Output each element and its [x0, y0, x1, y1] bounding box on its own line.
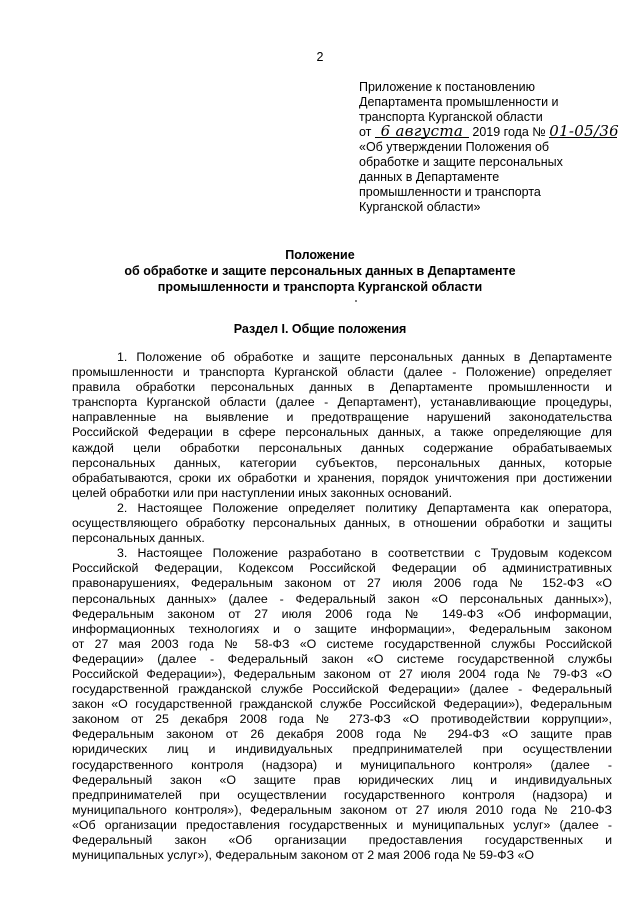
body-line: 2. Настоящее Положение определяет политику Департамента как оператора, — [117, 500, 612, 515]
body-line: транспорта Курганской области (далее - Департамент), устанавливающие процедуры, — [72, 395, 612, 410]
body-line: правонарушениях, Федеральным законом от 27 июля 2006 года № 152-ФЗ «О — [72, 576, 612, 591]
body-line: 3. Настоящее Положение разработано в соответствии с Трудовым кодексом — [117, 546, 612, 561]
body-line: «Об организации предоставления государственных и муниципальных услуг» (далее - — [72, 817, 612, 832]
annex-block — [359, 80, 619, 215]
body-line: Российской Федерации, Кодексом Российской Федерации об административных — [72, 561, 612, 576]
handwritten-date: 6 августа — [375, 125, 469, 138]
annex-from-prefix: от — [359, 125, 372, 139]
heading-subtitle-line: об обработке и защите персональных данных в Департаменте — [124, 264, 516, 278]
annex-subject-line: обработке и защите персональных — [359, 155, 563, 169]
body-line: Российской Федерации в сфере персональных данных, а также определяющие для — [72, 425, 612, 440]
body-line: направленные на выявление и предотвращение нарушений законодательства — [72, 410, 612, 425]
heading-title: Положение — [285, 248, 355, 262]
body-line: предпринимателей при осуществлении государственного контроля (надзора) и — [72, 787, 612, 802]
body-line: целей обработки или при наступлении иных законных оснований. — [72, 485, 453, 500]
body-line: промышленности и транспорта Курганской области (далее - Положение) определяет — [72, 365, 612, 380]
annex-date-line — [359, 122, 620, 140]
scan-speck — [355, 300, 357, 302]
body-line: Федеральным законом от 27 июля 2006 года № 149-ФЗ «Об информации, — [72, 606, 612, 621]
body-line: законом от 25 декабря 2008 года № 273-ФЗ «О противодействии коррупции», — [72, 712, 612, 727]
body-text — [72, 350, 612, 863]
annex-subject-line: «Об утверждении Положения об — [359, 140, 550, 154]
document-heading — [0, 247, 640, 295]
body-line: каждой цели обработки персональных данных содержание обрабатываемых — [72, 440, 612, 455]
body-line: государственного контроля (надзора) и муниципального контроля» (далее - — [72, 757, 612, 772]
body-line: Федерации» (далее - Федеральный закон «О системе государственной службы — [72, 651, 612, 666]
body-line: государственной гражданской службе Российской Федерации» (далее - Федеральный — [72, 682, 612, 697]
section-title: Раздел I. Общие положения — [233, 322, 407, 336]
body-line: Федеральный закон «Об организации предоставления государственных и — [72, 833, 612, 847]
body-line: муниципальных услуг»), Федеральным законом от 2 мая 2006 года № 59-ФЗ «О — [72, 848, 535, 863]
body-line: правила обработки персональных данных в Департаменте промышленности и — [72, 380, 612, 395]
annex-year-text: 2019 года № — [472, 125, 546, 139]
heading-subtitle-line: промышленности и транспорта Курганской области — [157, 280, 483, 294]
body-line: закон «О государственной гражданской службе Российской Федерации»), Федеральным — [72, 697, 612, 712]
body-line: осуществляющего обработку персональных данных, в отношении обработки и защиты — [72, 516, 612, 531]
annex-subject-line: данных в Департаменте — [359, 170, 500, 184]
body-line: персональных данных, категории субъектов, персональных данных, которые — [72, 455, 612, 470]
body-line: Федеральный закон «О защите прав юридических лиц и индивидуальных — [72, 772, 612, 787]
body-line: персональных данных» (далее - Федеральный закон «О персональных данных»), — [72, 591, 612, 606]
page-number: 2 — [316, 50, 324, 64]
body-line: Федеральным законом от 26 декабря 2008 года № 294-ФЗ «О защите прав — [72, 727, 612, 742]
annex-line-3: транспорта Курганской области — [359, 110, 543, 124]
body-line: от 27 мая 2003 года № 58-ФЗ «О системе государственной службы Российской — [72, 636, 612, 651]
annex-line-1: Приложение к постановлению — [359, 80, 535, 94]
body-line: муниципального контроля»), Федеральным законом от 27 июля 2010 года № 210-ФЗ — [72, 802, 612, 817]
body-line: обрабатываются, сроки их обработки и хранения, порядок уничтожения при достижении — [72, 470, 612, 485]
annex-subject-line: Курганской области» — [359, 200, 481, 214]
annex-subject-line: промышленности и транспорта — [359, 185, 541, 199]
body-line: информационных технологиях и о защите информации», Федеральным законом — [72, 621, 612, 636]
body-line: юридических лиц и индивидуальных предпринимателей при осуществлении — [72, 742, 612, 757]
body-line: персональных данных. — [72, 531, 205, 546]
body-line: 1. Положение об обработке и защите персональных данных в Департаменте — [117, 350, 612, 364]
annex-line-2: Департамента промышленности и — [359, 95, 559, 109]
handwritten-number: 01-05/36 — [549, 122, 620, 140]
body-line: Российской Федерации»), Федеральным законом от 27 июля 2004 года № 79-ФЗ «О — [72, 666, 612, 681]
